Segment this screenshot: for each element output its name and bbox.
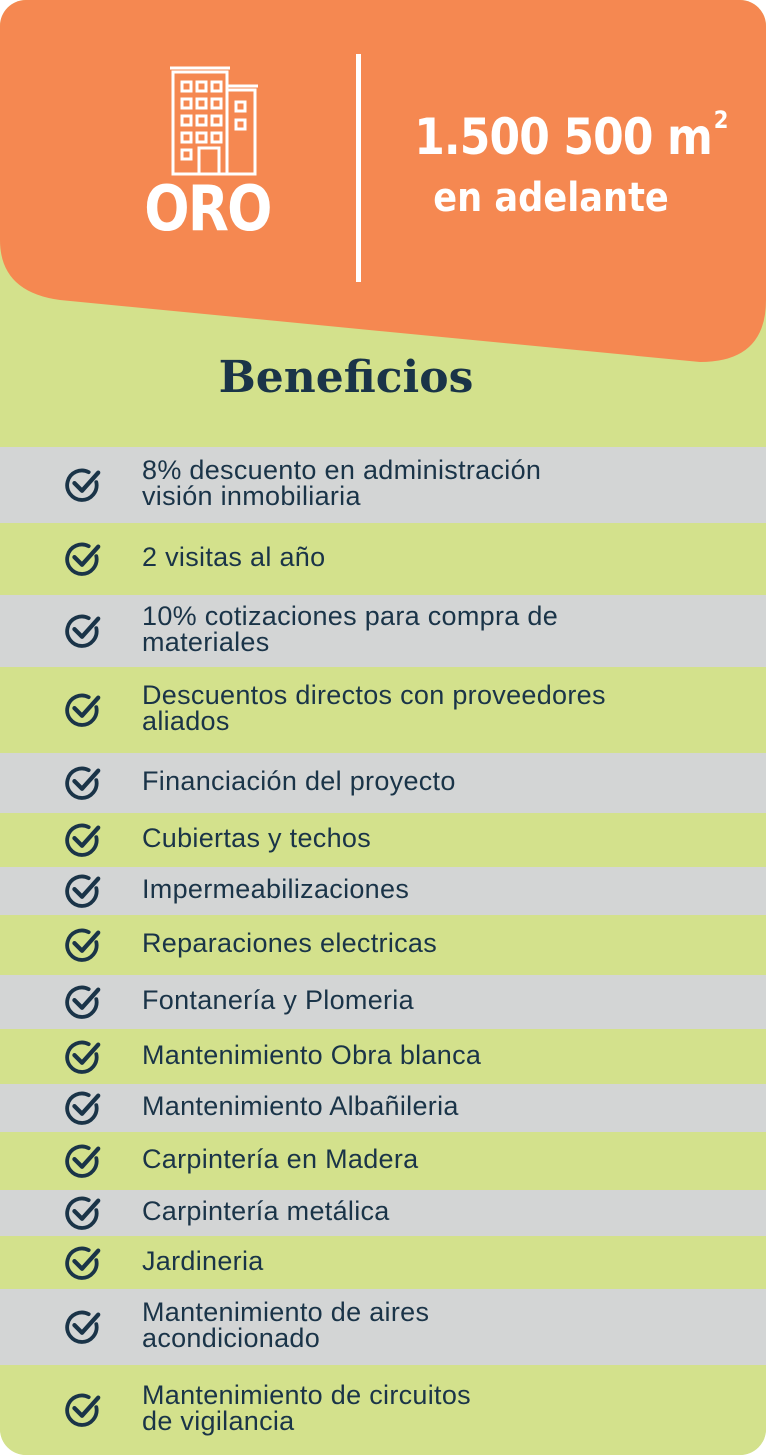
benefit-row — [0, 915, 766, 975]
benefit-label-line1: Jardineria — [142, 1246, 264, 1276]
benefit-label-line2: de vigilancia — [142, 1406, 295, 1436]
benefit-row — [0, 523, 766, 595]
benefit-label-line1: Mantenimiento de circuitos — [142, 1380, 471, 1410]
benefit-label — [142, 1198, 726, 1224]
benefit-row — [0, 753, 766, 813]
benefit-row — [0, 975, 766, 1029]
benefit-label — [142, 682, 726, 734]
benefit-label — [142, 825, 726, 851]
tier-name: ORO — [144, 172, 271, 245]
check-circle-icon — [64, 764, 102, 802]
check-circle-icon — [64, 1194, 102, 1232]
check-circle-icon — [64, 540, 102, 578]
benefit-label — [142, 930, 726, 956]
benefit-row — [0, 1132, 766, 1190]
benefit-row — [0, 1236, 766, 1289]
benefit-label-line1: Fontanería y Plomeria — [142, 985, 414, 1015]
check-circle-icon — [64, 1308, 102, 1346]
benefit-label — [142, 987, 726, 1013]
benefit-row — [0, 595, 766, 667]
benefit-label — [142, 457, 726, 509]
benefit-label — [142, 1382, 726, 1434]
benefit-label — [142, 1042, 726, 1068]
check-circle-icon — [64, 1391, 102, 1429]
area-suffix: en adelante — [433, 175, 669, 221]
benefit-label-line1: 10% cotizaciones para compra de — [142, 601, 559, 631]
benefit-label — [142, 1146, 726, 1172]
benefit-label-line1: Descuentos directos con proveedores — [142, 680, 606, 710]
check-circle-icon — [64, 983, 102, 1021]
benefit-row — [0, 1289, 766, 1365]
area-number: 1.500 500 m — [414, 108, 713, 166]
benefit-label — [142, 1248, 726, 1274]
check-circle-icon — [64, 1038, 102, 1076]
benefit-label-line1: 2 visitas al año — [142, 542, 326, 572]
benefits-title: Beneficios — [218, 352, 474, 403]
benefit-row — [0, 447, 766, 523]
benefit-label-line1: Mantenimiento Obra blanca — [142, 1040, 482, 1070]
check-circle-icon — [64, 691, 102, 729]
benefit-label-line2: visión inmobiliaria — [142, 481, 361, 511]
benefit-label-line1: Reparaciones electricas — [142, 928, 438, 958]
benefit-label — [142, 1299, 726, 1351]
area-value — [414, 106, 728, 166]
benefit-row — [0, 867, 766, 915]
benefit-row — [0, 813, 766, 867]
benefit-label — [142, 603, 726, 655]
benefit-label-line2: aliados — [142, 706, 230, 736]
benefit-label-line1: Impermeabilizaciones — [142, 874, 410, 904]
benefit-label — [142, 768, 726, 794]
benefit-row — [0, 1365, 766, 1455]
check-circle-icon — [64, 926, 102, 964]
check-circle-icon — [64, 466, 102, 504]
benefit-label-line1: Financiación del proyecto — [142, 766, 456, 796]
benefit-label-line1: Mantenimiento de aires — [142, 1297, 430, 1327]
benefit-label — [142, 876, 726, 902]
benefit-label-line2: materiales — [142, 627, 270, 657]
benefit-label-line1: Mantenimiento Albañileria — [142, 1091, 459, 1121]
benefit-label — [142, 544, 726, 570]
benefit-label — [142, 1093, 726, 1119]
benefit-row — [0, 667, 766, 753]
benefit-label-line1: 8% descuento en administración — [142, 455, 542, 485]
check-circle-icon — [64, 1142, 102, 1180]
benefit-label-line1: Carpintería en Madera — [142, 1144, 419, 1174]
check-circle-icon — [64, 872, 102, 910]
check-circle-icon — [64, 1244, 102, 1282]
area-superscript: 2 — [713, 106, 728, 134]
benefit-label-line2: acondicionado — [142, 1323, 321, 1353]
benefit-row — [0, 1029, 766, 1084]
benefit-label-line1: Carpintería metálica — [142, 1196, 390, 1226]
benefit-label-line1: Cubiertas y techos — [142, 823, 372, 853]
benefit-row — [0, 1190, 766, 1236]
header-divider — [356, 54, 361, 282]
check-circle-icon — [64, 612, 102, 650]
check-circle-icon — [64, 821, 102, 859]
benefit-row — [0, 1084, 766, 1132]
check-circle-icon — [64, 1089, 102, 1127]
building-icon — [170, 62, 260, 178]
